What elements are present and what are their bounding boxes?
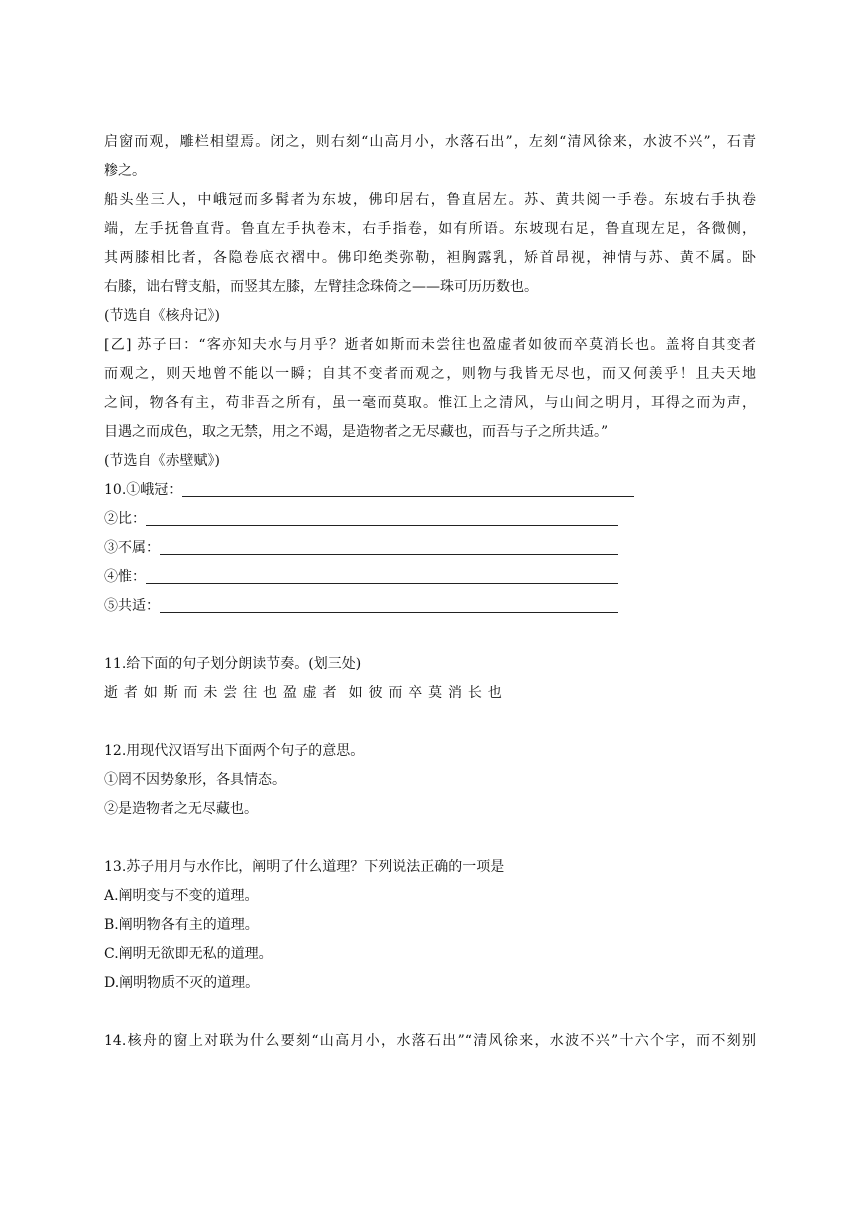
question-10	[104, 476, 756, 621]
q10-item	[104, 505, 756, 534]
answer-blank[interactable]	[182, 480, 634, 497]
q10-label: ⑤共适：	[104, 598, 160, 614]
passage-line: 之间，物各有主，苟非吾之所有，虽一毫而莫取。惟江上之清风，与山间之明月，耳得之而为声，	[104, 395, 756, 411]
q13-prompt: 13.苏子用月与水作比，阐明了什么道理？下列说法正确的一项是	[104, 859, 505, 875]
q11-sentence	[104, 679, 756, 708]
q12-item: ①罔不因势象形，各具情态。	[104, 772, 286, 788]
q11-sentence-part: 如彼而卒莫消长也	[348, 685, 508, 701]
page-content	[104, 128, 756, 1056]
answer-blank[interactable]	[146, 509, 618, 526]
answer-blank[interactable]	[160, 538, 618, 555]
passage-line: [乙] 苏子曰：“客亦知夫水与月乎？逝者如斯而未尝往也盈虚者如彼而卒莫消长也。盖将自其变者	[104, 337, 756, 353]
q10-label: ③不属：	[104, 540, 160, 556]
q13-option-d[interactable]: D.阐明物质不灭的道理。	[104, 975, 260, 991]
q13-option-b[interactable]: B.阐明物各有主的道理。	[104, 917, 259, 933]
question-12	[104, 737, 756, 824]
spacer	[104, 708, 756, 737]
passage-line: 右膝，诎右臂支船，而竖其左膝，左臂挂念珠倚之——珠可历历数也。	[104, 279, 538, 295]
q10-item	[104, 476, 756, 505]
q10-item	[104, 534, 756, 563]
q10-label: ②比：	[104, 511, 146, 527]
q13-option-a[interactable]: A.阐明变与不变的道理。	[104, 888, 259, 904]
answer-blank[interactable]	[160, 596, 618, 613]
passage-yi	[104, 331, 756, 476]
q10-label: ④惟：	[104, 569, 146, 585]
question-14	[104, 1027, 756, 1056]
passage-line: 端，左手抚鲁直背。鲁直左手执卷末，右手指卷，如有所语。东坡现右足，鲁直现左足，各微侧，	[104, 221, 756, 237]
passage-line: 船头坐三人，中峨冠而多髯者为东坡，佛印居右，鲁直居左。苏、黄共阅一手卷。东坡右手执卷	[104, 192, 756, 208]
q11-sentence-part: 逝者如斯而未尝往也盈虚者	[104, 685, 343, 701]
passage-line: 启窗而观，雕栏相望焉。闭之，则右刻“山高月小，水落石出”，左刻“清风徐来，水波不兴”，石青	[104, 134, 756, 150]
passage-line: 而观之，则天地曾不能以一瞬；自其不变者而观之，则物与我皆无尽也，而又何羡乎！且夫天地	[104, 366, 756, 382]
q14-prompt: 14.核舟的窗上对联为什么要刻“山高月小，水落石出”“清风徐来，水波不兴”十六个字，而不刻别	[104, 1033, 756, 1049]
passage-source: (节选自《赤壁赋》)	[104, 453, 220, 469]
spacer	[104, 621, 756, 650]
q10-item	[104, 592, 756, 621]
question-11	[104, 650, 756, 708]
passage-line: 其两膝相比者，各隐卷底衣褶中。佛印绝类弥勒，袒胸露乳，矫首昂视，神情与苏、黄不属。卧	[104, 250, 756, 266]
q11-prompt: 11.给下面的句子划分朗读节奏。(划三处)	[104, 656, 362, 672]
passage-line: 目遇之而成色，取之无禁，用之不竭，是造物者之无尽藏也，而吾与子之所共适。”	[104, 424, 609, 440]
passage-jia	[104, 128, 756, 331]
q12-prompt: 12.用现代汉语写出下面两个句子的意思。	[104, 743, 365, 759]
passage-line: 糁之。	[104, 163, 146, 179]
answer-blank[interactable]	[146, 567, 618, 584]
spacer	[104, 824, 756, 853]
q10-label: 10.①峨冠：	[104, 482, 183, 498]
q12-item: ②是造物者之无尽藏也。	[104, 801, 258, 817]
passage-source: (节选自《核舟记》)	[104, 308, 220, 324]
q10-item	[104, 563, 756, 592]
question-13	[104, 853, 756, 998]
q13-option-c[interactable]: C.阐明无欲即无私的道理。	[104, 946, 273, 962]
spacer	[104, 998, 756, 1027]
